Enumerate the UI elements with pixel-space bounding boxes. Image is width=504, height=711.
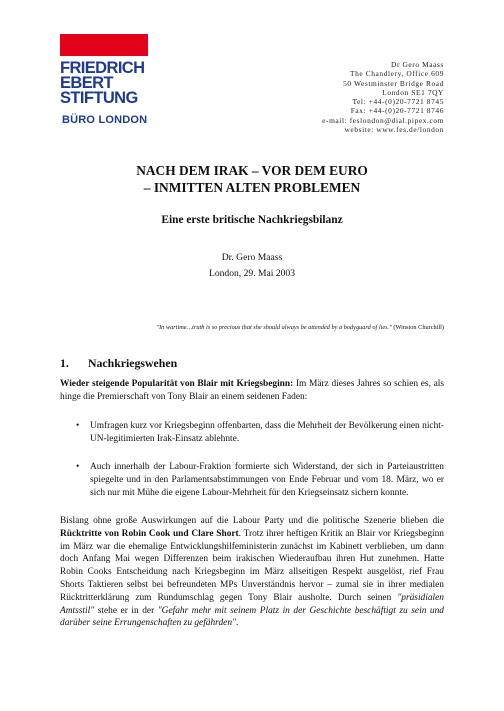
address-name: Dr Gero Maass	[391, 60, 444, 69]
address-tel: Tel: +44-(0)20-7721 8745	[352, 97, 444, 107]
document-subtitle: Eine erste britische Nachkriegsbilanz	[161, 214, 343, 226]
body-text-1: Bislang ohne große Auswirkungen auf die Labour Party und die politische Szenerie blieben die	[60, 516, 444, 526]
intro-paragraph	[60, 378, 444, 404]
body-text-4: .	[235, 618, 239, 629]
address-fax: Fax: +44-(0)20-7721 8746	[350, 106, 444, 116]
intro-lead: Wieder steigende Popularität von Blair mit Kriegsbeginn:	[60, 379, 294, 389]
address-building: The Chandlery, Office 609	[349, 69, 444, 79]
address-email: e-mail: feslondon@dial.pipex.com	[322, 115, 444, 125]
bullet-icon: •	[76, 462, 80, 472]
document-date: London, 29. Mai 2003	[208, 268, 296, 279]
logo-text-stiftung: STIFTUNG	[60, 89, 138, 107]
logo-text-friedrich: FRIEDRICH	[60, 59, 145, 77]
bullet-icon: •	[76, 421, 80, 431]
list-item	[76, 461, 444, 499]
section-title: Nachkriegswehen	[88, 356, 178, 370]
body-paragraph	[60, 515, 444, 630]
address-block	[322, 60, 444, 134]
body-quote-amtsstil: "präsidialen Amtsstil"	[60, 592, 444, 616]
logo-red-bar	[60, 34, 148, 56]
quote-source: (Winston Churchill)	[393, 324, 444, 331]
quote-text: "In wartime…truth is so precious that she should always be attended by a bodyguard of lies."	[156, 324, 392, 331]
address-website: website: www.fes.de/london	[344, 125, 444, 135]
address-street: 50 Westminster Bridge Road	[343, 78, 444, 88]
bullet-text: Auch innerhalb der Labour-Fraktion formierte sich Widerstand, der sich in Parteiaustritten spiegelte und in den Parlamentsabstimmungen von Ende Februar und vom 18. März, wo er sich nur mit Mühe die eigene Labour-Mehrheit für den Kriegseinsatz sichern konnte.	[90, 462, 444, 498]
document-title-line-1: NACH DEM IRAK – VOR DEM EURO	[136, 163, 368, 178]
logo-office-label: BÜRO LONDON	[62, 114, 148, 126]
list-item	[76, 420, 444, 446]
logo-text-ebert: EBERT	[60, 74, 113, 92]
body-bold-resignations: Rücktritte von Robin Cook und Clare Short	[60, 528, 239, 539]
body-text-3: stehe er in der	[94, 605, 158, 616]
address-city: London SE1 7QY	[382, 87, 444, 97]
section-heading	[60, 356, 177, 371]
section-number: 1.	[60, 356, 69, 370]
document-author: Dr. Gero Maass	[221, 252, 283, 263]
epigraph-quote	[156, 324, 444, 331]
document-title-line-2: – INMITTEN ALTEN PROBLEMEN	[143, 180, 361, 195]
body-quote-gefahr: "Gefahr mehr mit seinem Platz in der Geschichte beschäftigt zu sein und darüber seine Errungenschaften zu gefährden"	[60, 605, 444, 629]
intro-text: Im März dieses Jahres so schien es, als hinge die Premierschaft von Tony Blair an einem seidenen Faden:	[60, 379, 445, 402]
bullet-text: Umfragen kurz vor Kriegsbeginn offenbarten, dass die Mehrheit der Bevölkerung einen nicht-UN-legitimierten Irak-Einsatz ablehnte.	[90, 421, 444, 444]
body-text-2: . Trotz ihrer heftigen Kritik an Blair vor Kriegsbeginn im März war die ehemalige Entwicklungshilfeministerin zunächst im Kabinett verblieben, um dann doch Anfang Mai wegen Differenzen beim irakischen Wiederaufbau ihren Hut zunehmen. Hatte Robin Cooks Entscheidung nach Kriegsbeginn im März allseitigen Respekt ausgelöst, rief Frau Shorts Taktieren selbst bei befreundeten MPs Unverständnis hervor – zumal sie in ihrer medialen Rücktritterklärung zum Rundumschlag gegen Tony Blair ausholte. Durch seinen	[60, 528, 444, 603]
